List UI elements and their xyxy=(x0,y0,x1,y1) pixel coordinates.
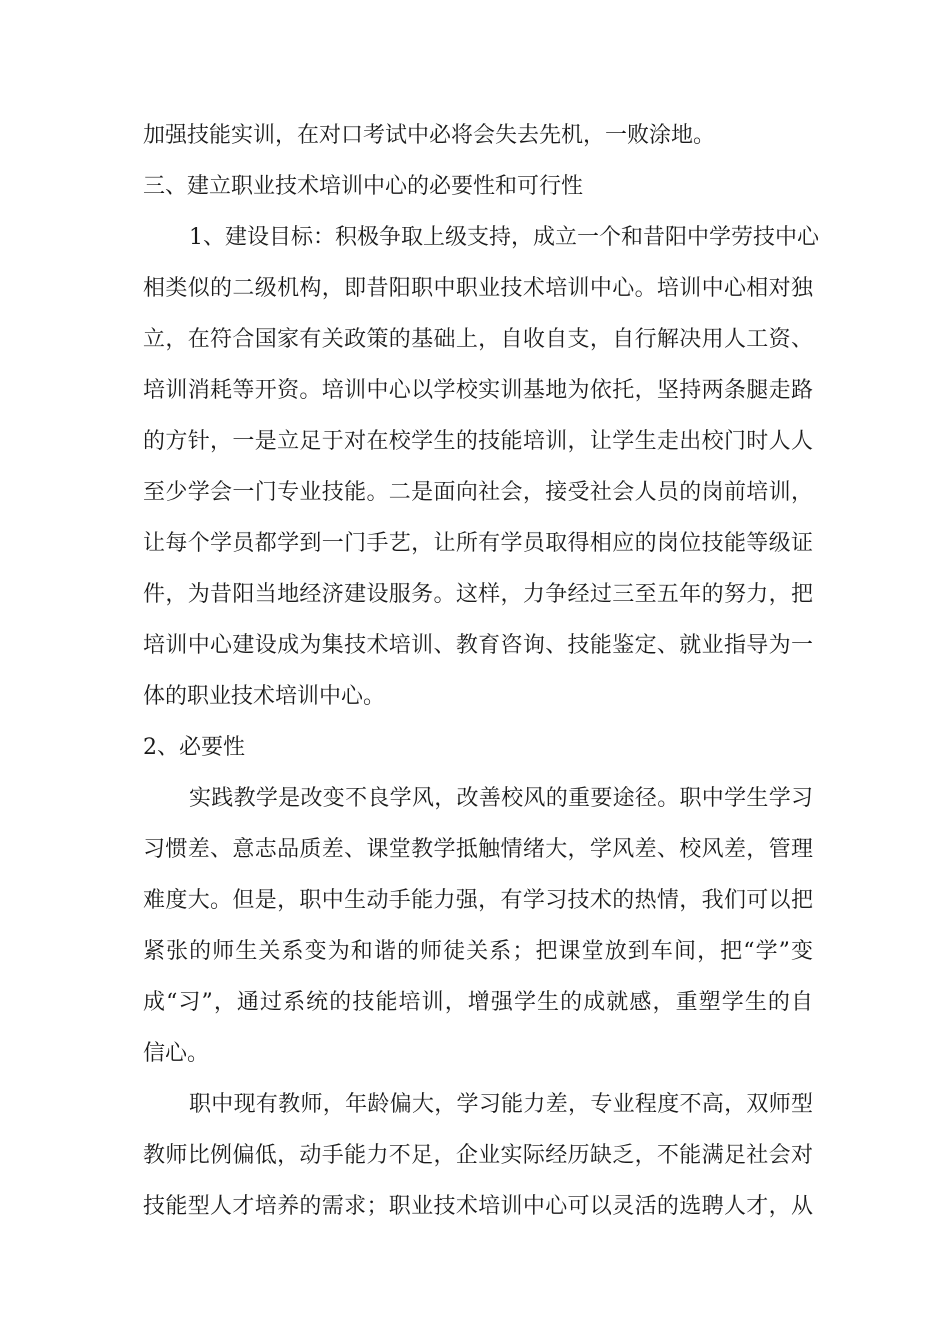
body-text-line: 信心。 xyxy=(143,1041,210,1066)
body-text-line: 成“习”，通过系统的技能培训，增强学生的成就感，重塑学生的自 xyxy=(143,990,813,1015)
body-text-line: 立，在符合国家有关政策的基础上，自收自支，自行解决用人工资、 xyxy=(143,327,813,352)
body-text-line: 职中现有教师，年龄偏大，学习能力差，专业程度不高，双师型 xyxy=(189,1092,813,1117)
body-text-line: 培训中心建设成为集技术培训、教育咨询、技能鉴定、就业指导为一 xyxy=(143,633,813,658)
body-text-line: 让每个学员都学到一门手艺，让所有学员取得相应的岗位技能等级证 xyxy=(143,531,813,556)
section-heading: 三、建立职业技术培训中心的必要性和可行性 xyxy=(143,174,584,199)
body-text-line: 1、建设目标：积极争取上级支持，成立一个和昔阳中学劳技中心 xyxy=(189,225,819,250)
body-text-line: 加强技能实训，在对口考试中必将会失去先机，一败涂地。 xyxy=(143,123,716,148)
body-text-line: 教师比例偏低，动手能力不足，企业实际经历缺乏，不能满足社会对 xyxy=(143,1143,813,1168)
body-text-line: 的方针，一是立足于对在校学生的技能培训，让学生走出校门时人人 xyxy=(143,429,813,454)
body-text-line: 至少学会一门专业技能。二是面向社会，接受社会人员的岗前培训， xyxy=(143,480,813,505)
body-text-line: 件，为昔阳当地经济建设服务。这样，力争经过三至五年的努力，把 xyxy=(143,582,813,607)
body-text-line: 技能型人才培养的需求；职业技术培训中心可以灵活的选聘人才，从 xyxy=(143,1194,813,1219)
body-text-line: 习惯差、意志品质差、课堂教学抵触情绪大，学风差、校风差，管理 xyxy=(143,837,813,862)
body-text-line: 培训消耗等开资。培训中心以学校实训基地为依托，坚持两条腿走路 xyxy=(143,378,813,403)
body-text-line: 相类似的二级机构，即昔阳职中职业技术培训中心。培训中心相对独 xyxy=(143,276,813,301)
body-text-line: 难度大。但是，职中生动手能力强，有学习技术的热情，我们可以把 xyxy=(143,888,813,913)
body-text-line: 实践教学是改变不良学风，改善校风的重要途径。职中学生学习 xyxy=(189,786,813,811)
body-text-line: 体的职业技术培训中心。 xyxy=(143,684,386,709)
subsection-heading: 2、必要性 xyxy=(143,735,245,760)
body-text-line: 紧张的师生关系变为和谐的师徒关系；把课堂放到车间，把“学”变 xyxy=(143,939,813,964)
